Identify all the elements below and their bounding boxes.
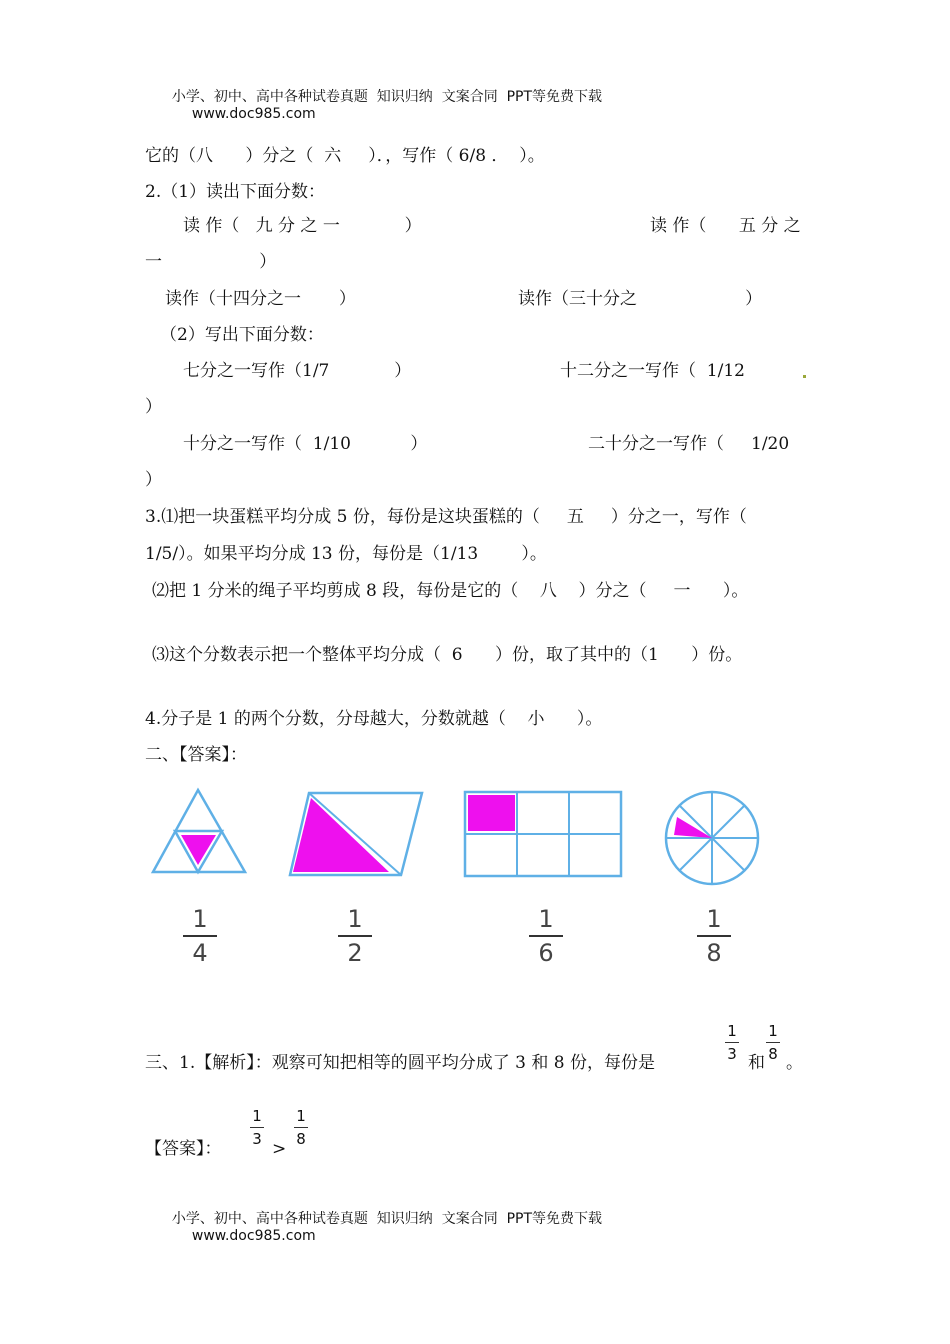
header-text: 小学、初中、高中各种试卷真题 知识归纳 文案合同 PPT等免费下载 — [171, 89, 603, 105]
fraction-1-8: 1 8 — [694, 905, 734, 967]
line-4: 一 ） — [145, 252, 277, 272]
line-3b: 读 作（ 五 分 之 — [650, 216, 801, 236]
answer-fraction-1-8: 1 8 — [281, 1107, 321, 1148]
line-7b: 十二分之一写作（ 1/12 — [560, 361, 745, 381]
footer-text: 小学、初中、高中各种试卷真题 知识归纳 文案合同 PPT等免费下载 — [171, 1211, 603, 1227]
circle-eighth-figure — [663, 790, 763, 890]
inline-fraction-1-3: 1 3 — [712, 1022, 752, 1063]
line-11: 3.⑴把一块蛋糕平均分成 5 份，每份是这块蛋糕的（ 五 ）分之一，写作（ — [145, 507, 747, 527]
fraction-1-4: 1 4 — [180, 905, 220, 967]
parallelogram-half-figure — [287, 788, 427, 880]
line-7a: 七分之一写作（1/7 ） — [183, 361, 412, 381]
line-10: ） — [145, 470, 162, 490]
line-2: 2.（1）读出下面分数： — [145, 182, 326, 202]
line-1: 它的（八 ）分之（ 六 ）．，写作（ 6/8 ． ）。 — [145, 146, 545, 166]
and-text: 和 — [748, 1053, 765, 1073]
period: 。 — [786, 1053, 803, 1073]
shaded-part — [293, 798, 389, 872]
line-5a: 读作（十四分之一 ） — [165, 289, 356, 309]
line-3a: 读 作（ 九 分 之 一 ） — [183, 216, 422, 236]
greater-than: > — [272, 1139, 287, 1159]
page-footer — [163, 1192, 602, 1244]
line-13: ⑵把 1 分米的绳子平均剪成 8 段，每份是它的（ 八 ）分之（ 一 ）。 — [152, 581, 749, 601]
header-url: www.doc985.com — [191, 106, 316, 122]
rectangle-sixth-figure — [463, 790, 625, 880]
line-15: 4.分子是 1 的两个分数，分母越大，分数就越（ 小 ）。 — [145, 709, 603, 729]
triangle-quarter-figure — [150, 785, 250, 875]
line-6: （2）写出下面分数： — [160, 325, 324, 345]
answer-fraction-1-3: 1 3 — [237, 1107, 277, 1148]
fraction-1-6: 1 6 — [526, 905, 566, 967]
page-header — [163, 70, 602, 122]
line-9b: 二十分之一写作（ 1/20 — [588, 434, 790, 454]
line-8: ） — [145, 397, 162, 417]
line-14: ⑶这个分数表示把一个整体平均分成（ 6 ）份，取了其中的（1 ）份。 — [152, 645, 743, 665]
fraction-1-2: 1 2 — [335, 905, 375, 967]
speck — [803, 375, 806, 378]
shaded-part — [468, 795, 515, 831]
inline-fraction-1-8: 1 8 — [753, 1022, 793, 1063]
line-9a: 十分之一写作（ 1/10 ） — [183, 434, 428, 454]
footer-url: www.doc985.com — [191, 1228, 316, 1244]
line-12: 1/5/）。如果平均分成 13 份，每份是（1/13 ）。 — [145, 544, 547, 564]
line-17: 三、1.【解析】：观察可知把相等的圆平均分成了 3 和 8 份，每份是 — [145, 1053, 655, 1073]
answer-label: 【答案】： — [145, 1139, 222, 1159]
line-16: 二、【答案】： — [145, 745, 247, 765]
line-5b: 读作（三十分之 ） — [518, 289, 763, 309]
